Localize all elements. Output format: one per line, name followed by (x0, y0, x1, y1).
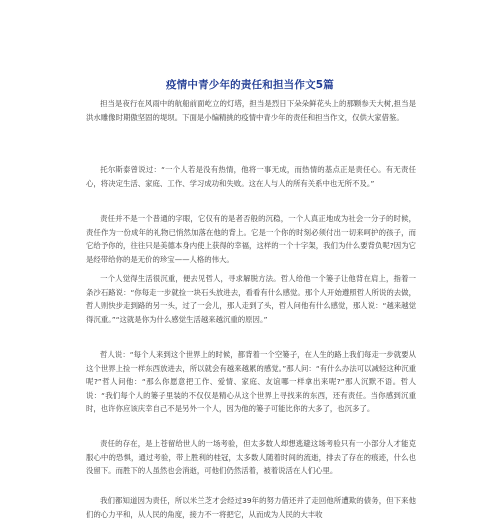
paragraph-text: 责任的存在，是上苍留给世人的一场考验，但太多数人却想逃避这场考验只有一小部分人才能克服心中的恐惧，通过考验，带上胜利的桂冠，太多数人随着时间的流逝，排去了存在的痕迹，什么也没留下。而胜下的人虽然也会消逝，可他们仍然活着，被着说活在人们心里。 (86, 439, 416, 476)
document-title: 疫情中青少年的责任和担当作文5篇 (165, 79, 334, 91)
paragraph-test (86, 437, 416, 478)
paragraph-text: 一个人觉得生活很沉重，便去见哲人，寻求解脱方法。哲人给他一个篓子让他背在肩上，指着一条沙石路说：“你每走一步就捡一块石头放进去，看看有什么感觉。那个人开始遵照哲人所说的去做，哲人则快步走到路的另一头，过了一会儿，那人走到了头，哲人问他有什么感觉，那人说：“越来越觉得沉重。”“这就是你为什么感觉生活越来越沉重的原因。” (86, 274, 416, 324)
paragraph-intro (86, 97, 416, 124)
paragraph-closing (86, 494, 416, 521)
paragraph-text: 担当是夜行在风雨中的航船前面屹立的灯塔，担当是烈日下朵朵鲜花头上的那颗参天大树,担当是洪水雕像时期傲坚固的堤坝。下面是小编精挑的疫情中青少年的责任和担当作文，仅供大家借鉴。 (86, 99, 416, 122)
paragraph-text: 哲人说：“每个人来到这个世界上的时候，都背着一个空篓子，在人生的路上我们每走一步就要从这个世界上捡一样东西放进去，所以就会有越来越累的感觉。”那人问：“有什么办法可以减轻这种沉重呢?”哲人问他：“那么你愿意把工作、爱情、家庭、友谊哪一样拿出来呢?”那人沉默不语。哲人说：“我们每个人的篓子里装的不仅仅是精心从这个世界上寻找来的东西，还有责任。当你感到沉重时，也许你应该庆幸自己不是另外一个人，因为他的篓子可能比你的大多了，也沉多了。 (86, 350, 416, 414)
paragraph-text: 责任并不是一个普通的字眼，它仅有的是者否般的沉稳，一个人真正地成为社会一分子的时候，责任作为一份成年的礼物已悄然加落在他的背上。它是一个你的时刻必须付出一切来呵护的孩子，而它给予你的，往往只是美德本身内使上获得的幸福，这样的一个十字架，我们为什么要背负呢?因为它是经带给你的是无价的珍宝——人格的伟大。 (86, 214, 416, 264)
paragraph-responsibility (86, 212, 416, 266)
paragraph-text: 托尔斯泰曾说过：“一个人若是没有热情，他将一事无成，而热情的基点正是责任心。有无责任心，将决定生活、家庭、工作、学习成功和失败。这在人与人的所有关系中也无所不及。” (86, 165, 416, 188)
paragraph-tolstoy-quote (86, 163, 416, 190)
paragraph-philosopher-story (86, 272, 416, 326)
paragraph-text: 我们都知道因为责任，所以米兰芝才会经过39年的努力借还并了走回他所遭欺的债务，但下来他们的心力平和，从人民的角度，接力不一将把它，从而成为人民的大丰收 (86, 496, 416, 519)
paragraph-philosopher-answer (86, 348, 416, 416)
